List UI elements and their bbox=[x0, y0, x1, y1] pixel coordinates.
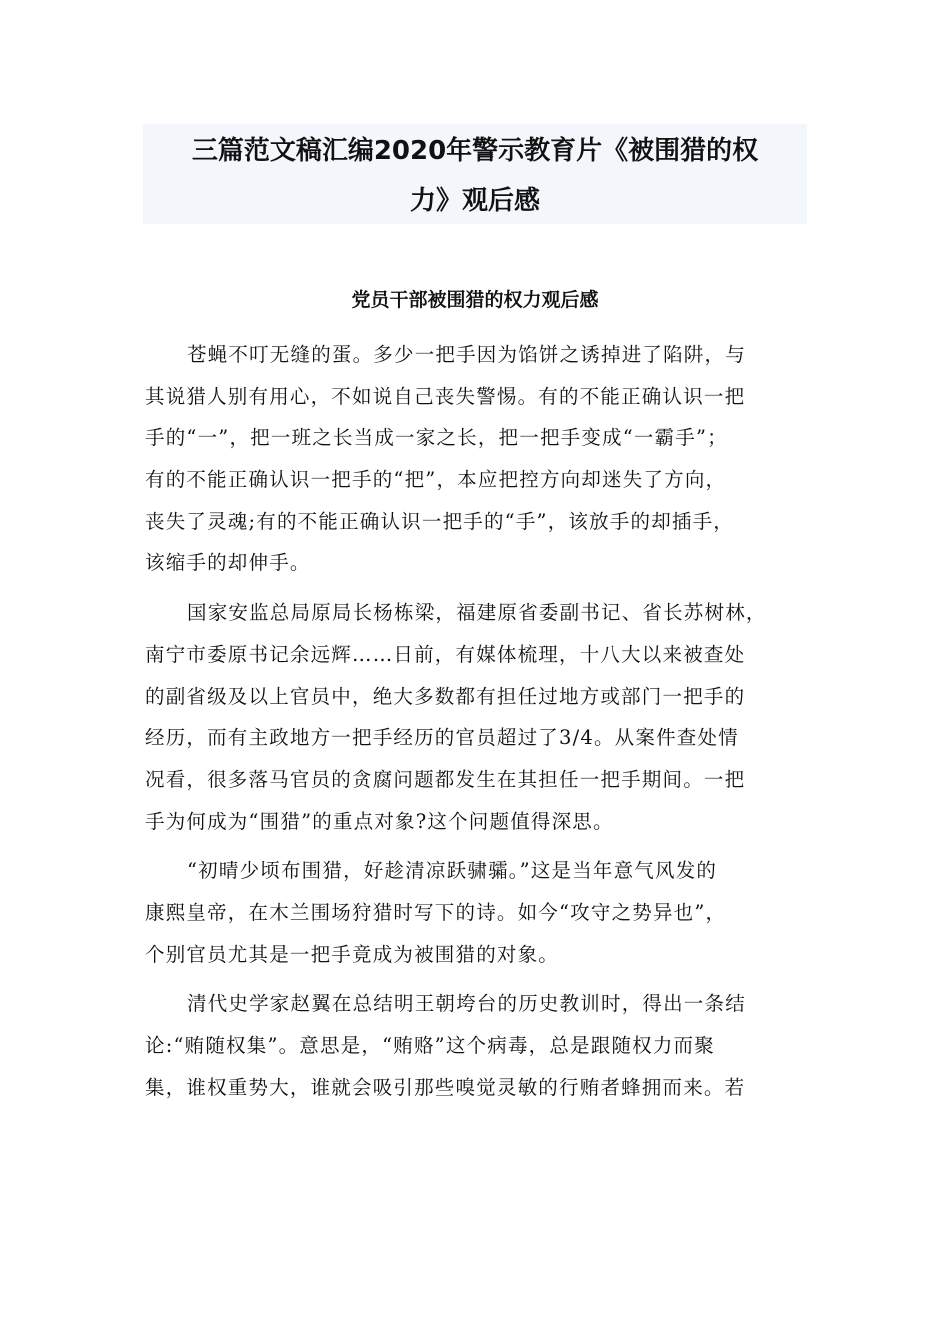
paragraph-line: 康熙皇帝，在木兰围场狩猎时写下的诗。如今“攻守之势异也”， bbox=[145, 900, 727, 924]
paragraph-line: 丧失了灵魂;有的不能正确认识一把手的“手”，该放手的却插手， bbox=[145, 509, 735, 533]
paragraph-line: 论:“贿随权集”。意思是，“贿赂”这个病毒，总是跟随权力而聚 bbox=[145, 1034, 715, 1057]
paragraph-line: 清代史学家赵翼在总结明王朝垮台的历史教训时，得出一条结 bbox=[187, 992, 746, 1016]
paragraph-line: 其说猎人别有用心，不如说自己丧失警惕。有的不能正确认识一把 bbox=[145, 384, 746, 408]
paragraph-line: 手的“一”，把一班之长当成一家之长，把一把手变成“一霸手”； bbox=[145, 426, 728, 450]
document-title bbox=[143, 124, 807, 224]
paragraph-line: 经历，而有主政地方一把手经历的官员超过了3/4。从案件查处情 bbox=[145, 726, 739, 750]
paragraph-line: 苍蝇不叮无缝的蛋。多少一把手因为馅饼之诱掉进了陷阱，与 bbox=[187, 343, 746, 366]
paragraph-gap bbox=[145, 584, 807, 592]
title-line-1: 三篇范文稿汇编2020年警示教育片《被围猎的权 bbox=[191, 136, 759, 166]
paragraph-line: 集，谁权重势大，谁就会吸引那些嗅觉灵敏的行贿者蜂拥而来。若 bbox=[145, 1075, 746, 1099]
paragraph-gap bbox=[145, 842, 807, 850]
section-heading: 党员干部被围猎的权力观后感 bbox=[351, 289, 599, 311]
paragraph-line: 手为何成为“围猎”的重点对象?这个问题值得深思。 bbox=[145, 809, 614, 833]
paragraph-gap bbox=[145, 975, 807, 983]
paragraph-line: “初晴少顷布围猎，好趁清凉跃骕骦。”这是当年意气风发的 bbox=[187, 859, 718, 883]
paragraph-line: 况看，很多落马官员的贪腐问题都发生在其担任一把手期间。一把 bbox=[145, 767, 746, 791]
paragraph-line: 南宁市委原书记余远辉……日前，有媒体梳理，十八大以来被查处 bbox=[145, 642, 746, 666]
paragraph-line: 个别官员尤其是一把手竟成为被围猎的对象。 bbox=[145, 942, 560, 966]
paragraph-line: 的副省级及以上官员中，绝大多数都有担任过地方或部门一把手的 bbox=[145, 684, 746, 708]
paragraph-line: 有的不能正确认识一把手的“把”，本应把控方向却迷失了方向， bbox=[145, 468, 727, 492]
paragraph-line: 国家安监总局原局长杨栋梁，福建原省委副书记、省长苏树林， bbox=[187, 601, 767, 625]
title-line-2: 力》观后感 bbox=[409, 186, 540, 216]
paragraph-line: 该缩手的却伸手。 bbox=[145, 551, 311, 575]
body-text bbox=[145, 334, 807, 1108]
